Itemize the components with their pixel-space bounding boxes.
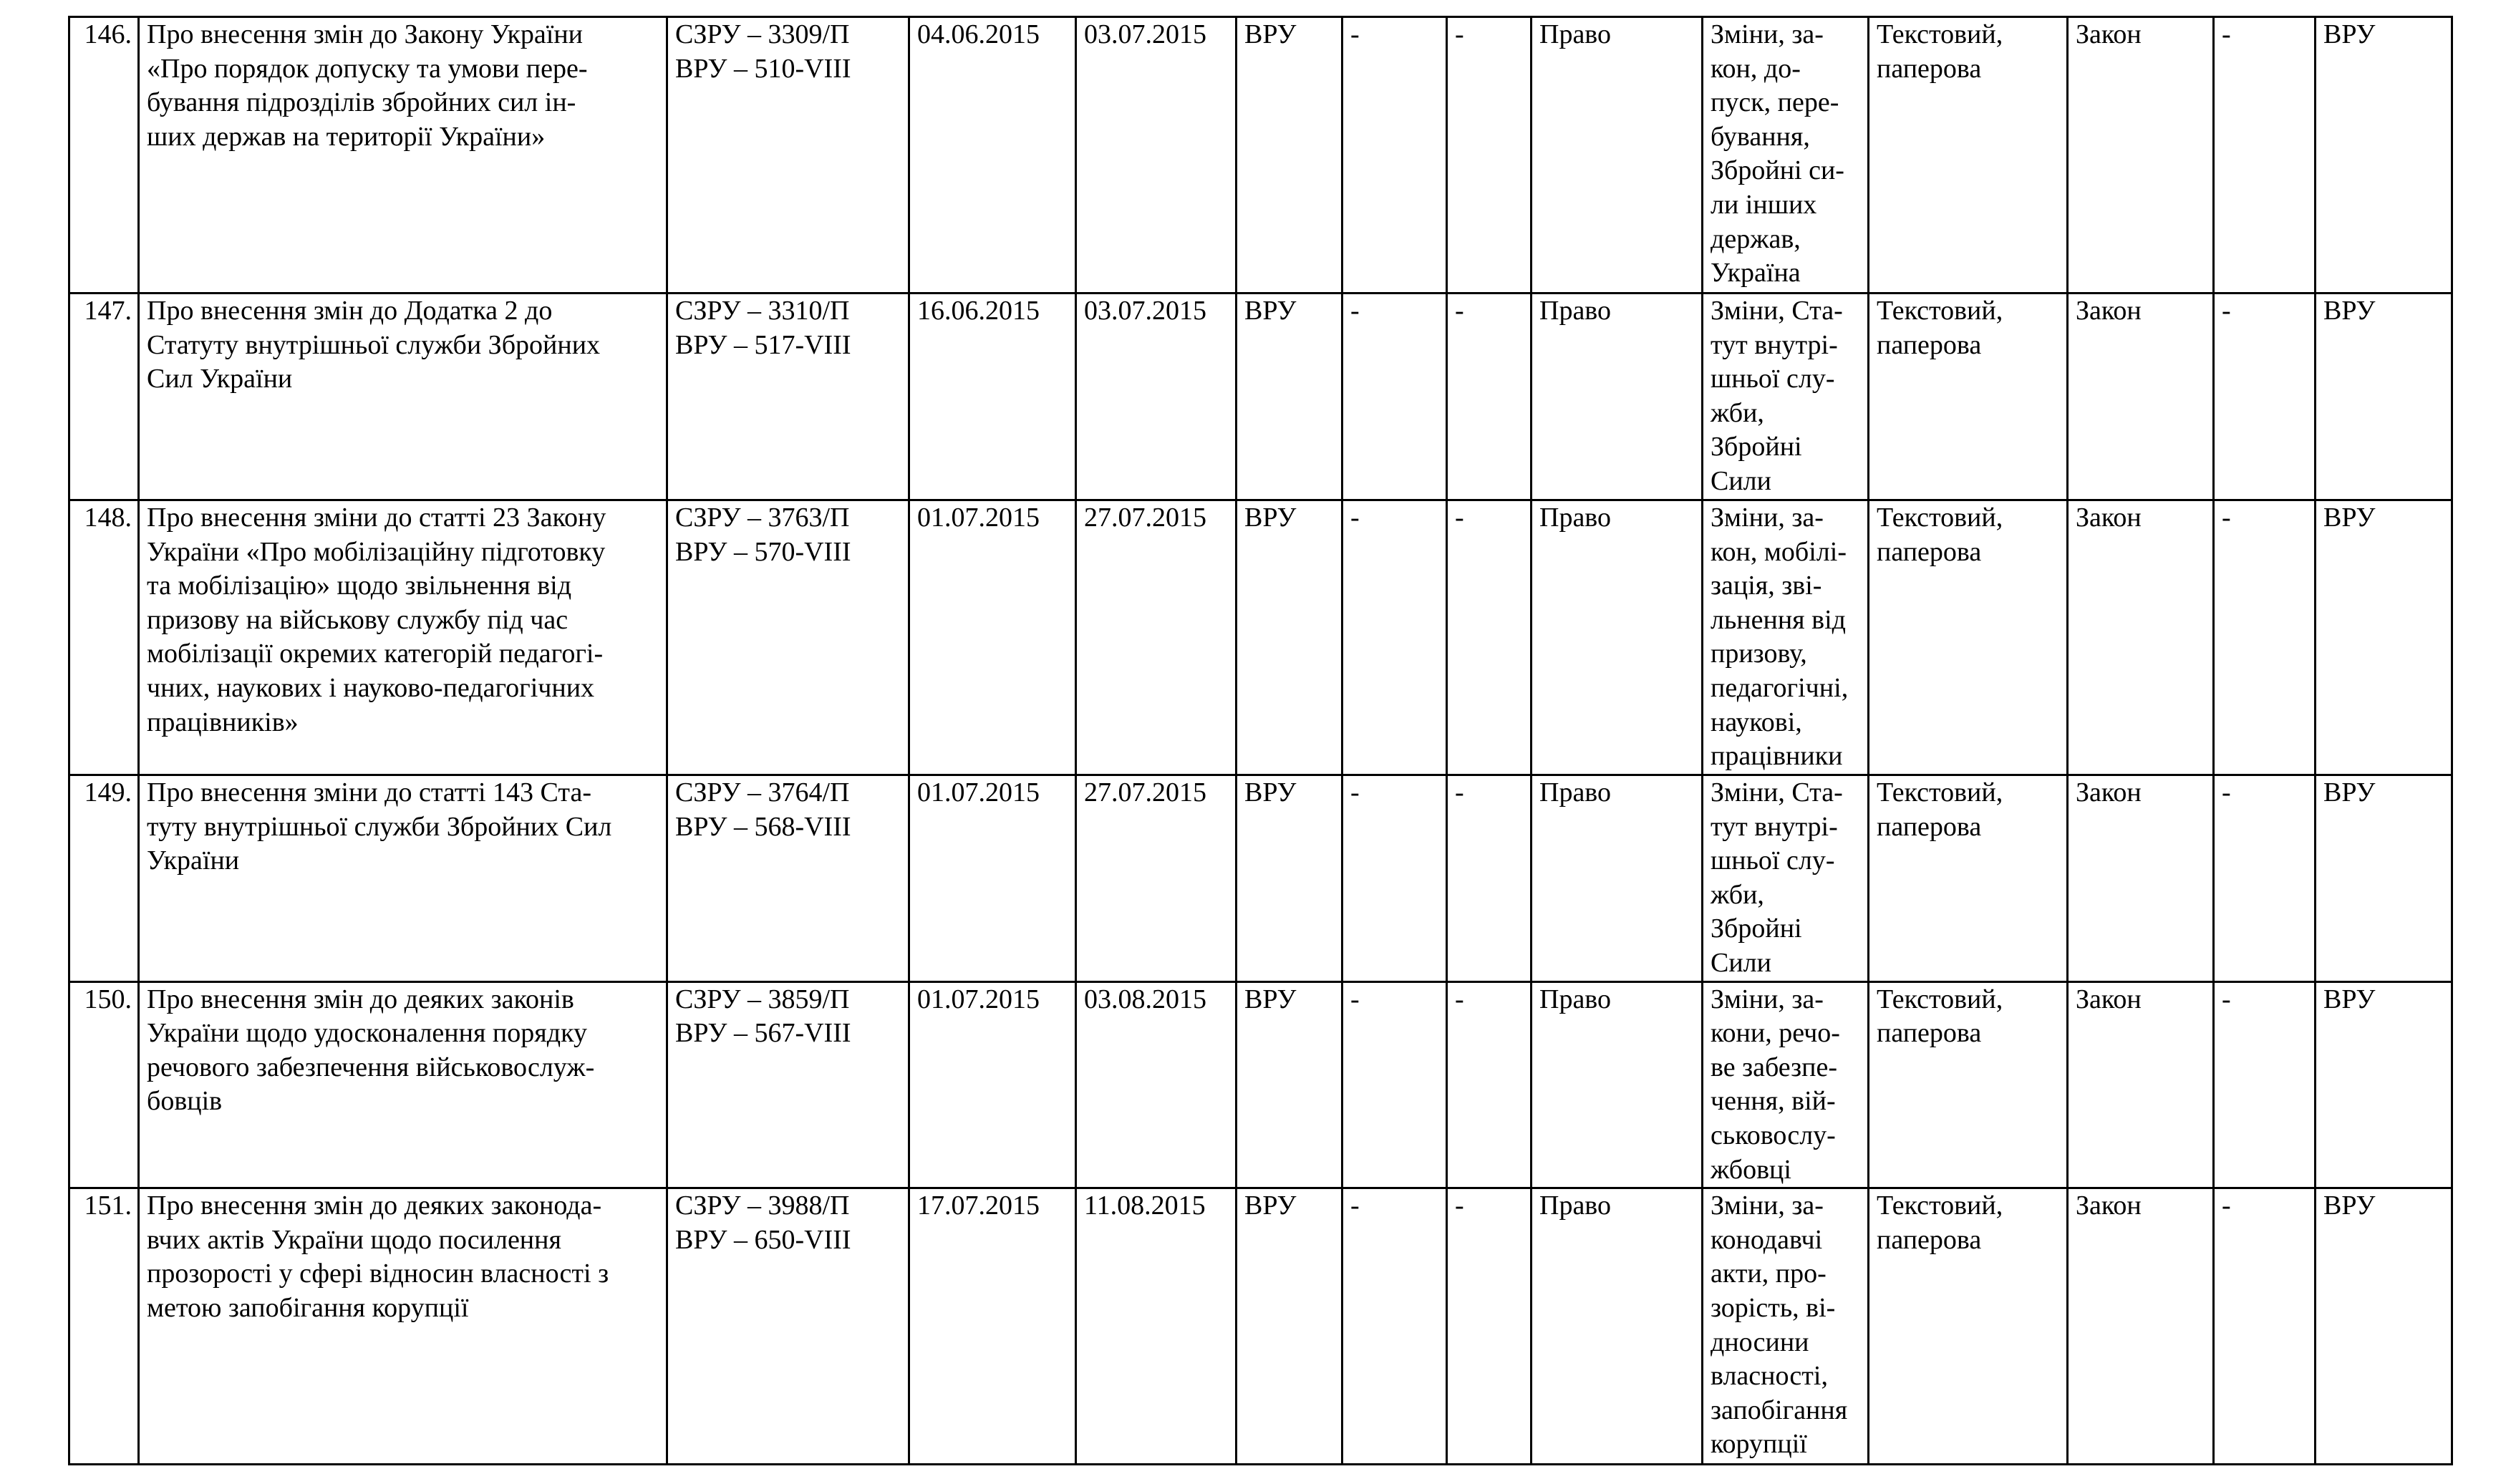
- keywords-line: кон, мобілі-: [1711, 536, 1847, 567]
- keywords-line: Зміни, за-: [1711, 503, 1824, 533]
- date-adopted: 01.07.2015: [909, 981, 1076, 1188]
- keywords-line: кон, до-: [1711, 53, 1801, 84]
- keywords-line: конодавчі: [1711, 1224, 1823, 1255]
- row-number: 146.: [69, 17, 139, 294]
- document-type: Закон: [2068, 500, 2214, 775]
- keywords-line: жби,: [1711, 879, 1764, 910]
- format-line: паперова: [1877, 53, 1982, 84]
- document-type: Закон: [2068, 294, 2214, 500]
- row-number: 149.: [69, 775, 139, 982]
- format-line: Текстовий,: [1877, 296, 2003, 326]
- format: [1869, 1188, 2068, 1465]
- document-type: Закон: [2068, 775, 2214, 982]
- format-line: Текстовий,: [1877, 777, 2003, 808]
- format: [1869, 500, 2068, 775]
- author: ВРУ: [1237, 17, 1342, 294]
- keywords-line: Сили: [1711, 947, 1771, 978]
- registration-number-line: ВРУ – 517-VIII: [675, 329, 851, 360]
- column-8-value: -: [1447, 294, 1532, 500]
- column-7-value: -: [1342, 500, 1447, 775]
- keywords-line: педагогічні,: [1711, 672, 1849, 703]
- keywords-line: Зміни, за-: [1711, 19, 1824, 49]
- author: ВРУ: [1237, 981, 1342, 1188]
- table-row: [69, 1188, 2452, 1465]
- keywords-line: Україна: [1711, 258, 1801, 288]
- table-row: [69, 500, 2452, 775]
- keywords-line: ськовослу-: [1711, 1120, 1836, 1150]
- registration-number: [667, 981, 909, 1188]
- keywords-line: працівники: [1711, 741, 1843, 772]
- keywords-line: льнення від: [1711, 604, 1846, 635]
- keywords-line: корупції: [1711, 1429, 1807, 1460]
- act-title-line: Про внесення змін до Додатка 2 до: [147, 296, 553, 326]
- category: Право: [1532, 500, 1703, 775]
- keywords-line: Збройні: [1711, 432, 1802, 462]
- act-title-line: туту внутрішньої служби Збройних Сил: [147, 811, 612, 842]
- act-title-line: речового забезпечення військовослуж-: [147, 1052, 595, 1082]
- registration-number: [667, 1188, 909, 1465]
- category: Право: [1532, 17, 1703, 294]
- registration-number-line: СЗРУ – 3764/П: [675, 777, 850, 808]
- keywords-line: Збройні си-: [1711, 155, 1844, 186]
- column-7-value: -: [1342, 17, 1447, 294]
- keywords-line: тут внутрі-: [1711, 329, 1838, 360]
- column-14-value: -: [2214, 981, 2316, 1188]
- column-8-value: -: [1447, 500, 1532, 775]
- registration-number: [667, 500, 909, 775]
- registration-number-line: СЗРУ – 3859/П: [675, 984, 850, 1014]
- registration-number-line: ВРУ – 510-VIII: [675, 53, 851, 84]
- keywords-line: шньої слу-: [1711, 845, 1835, 876]
- keywords-line: Сили: [1711, 465, 1771, 496]
- legal-acts-registry-table: [68, 16, 2453, 1465]
- column-7-value: -: [1342, 294, 1447, 500]
- registration-number-line: СЗРУ – 3309/П: [675, 19, 850, 49]
- act-title-line: ших держав на території України»: [147, 121, 546, 152]
- keywords-line: Зміни, за-: [1711, 984, 1824, 1014]
- act-title-line: Про внесення змін до деяких законода-: [147, 1190, 602, 1221]
- act-title-line: Про внесення змін до деяких законів: [147, 984, 574, 1014]
- act-title-line: Про внесення зміни до статті 23 Закону: [147, 503, 606, 533]
- act-title-line: призову на військову службу під час: [147, 604, 569, 635]
- keywords-line: Зміни, за-: [1711, 1190, 1824, 1221]
- act-title-line: чних, наукових і науково-педагогічних: [147, 672, 595, 703]
- table-row: [69, 17, 2452, 294]
- format-line: паперова: [1877, 1224, 1982, 1255]
- keywords-line: тут внутрі-: [1711, 811, 1838, 842]
- format-line: Текстовий,: [1877, 1190, 2003, 1221]
- act-title: [139, 17, 667, 294]
- column-14-value: -: [2214, 775, 2316, 982]
- keywords-line: жбовці: [1711, 1154, 1791, 1185]
- act-title: [139, 500, 667, 775]
- column-7-value: -: [1342, 981, 1447, 1188]
- owner: ВРУ: [2316, 981, 2452, 1188]
- document-type: Закон: [2068, 17, 2214, 294]
- format-line: паперова: [1877, 329, 1982, 360]
- format-line: паперова: [1877, 1018, 1982, 1049]
- act-title-line: України: [147, 845, 240, 876]
- column-7-value: -: [1342, 1188, 1447, 1465]
- registration-number-line: СЗРУ – 3310/П: [675, 296, 850, 326]
- act-title-line: та мобілізацію» щодо звільнення від: [147, 571, 572, 601]
- keywords-line: ве забезпе-: [1711, 1052, 1837, 1082]
- date-adopted: 16.06.2015: [909, 294, 1076, 500]
- act-title-line: Про внесення зміни до статті 143 Ста-: [147, 777, 591, 808]
- author: ВРУ: [1237, 500, 1342, 775]
- keywords-line: запобігання: [1711, 1395, 1848, 1425]
- registration-number-line: СЗРУ – 3988/П: [675, 1190, 850, 1221]
- column-7-value: -: [1342, 775, 1447, 982]
- keywords-line: зорість, ві-: [1711, 1292, 1836, 1323]
- owner: ВРУ: [2316, 1188, 2452, 1465]
- column-14-value: -: [2214, 1188, 2316, 1465]
- act-title-line: Статуту внутрішньої служби Збройних: [147, 329, 601, 360]
- keywords: [1703, 1188, 1869, 1465]
- act-title-line: Сил України: [147, 364, 293, 394]
- format: [1869, 294, 2068, 500]
- format: [1869, 981, 2068, 1188]
- column-14-value: -: [2214, 17, 2316, 294]
- category: Право: [1532, 981, 1703, 1188]
- format-line: Текстовий,: [1877, 503, 2003, 533]
- table-row: [69, 294, 2452, 500]
- act-title-line: Про внесення змін до Закону України: [147, 19, 584, 49]
- keywords-line: пуск, пере-: [1711, 87, 1839, 118]
- date-adopted: 17.07.2015: [909, 1188, 1076, 1465]
- registration-number-line: ВРУ – 568-VIII: [675, 811, 851, 842]
- date-effective: 27.07.2015: [1076, 775, 1237, 982]
- keywords-line: акти, про-: [1711, 1259, 1827, 1289]
- column-14-value: -: [2214, 294, 2316, 500]
- act-title: [139, 981, 667, 1188]
- document-table-wrapper: [68, 16, 2453, 1465]
- author: ВРУ: [1237, 775, 1342, 982]
- act-title-line: бовців: [147, 1086, 223, 1117]
- registration-number-line: ВРУ – 567-VIII: [675, 1018, 851, 1049]
- keywords: [1703, 17, 1869, 294]
- date-effective: 03.08.2015: [1076, 981, 1237, 1188]
- registration-number-line: СЗРУ – 3763/П: [675, 503, 850, 533]
- table-row: [69, 775, 2452, 982]
- date-adopted: 04.06.2015: [909, 17, 1076, 294]
- keywords-line: призову,: [1711, 639, 1807, 669]
- owner: ВРУ: [2316, 775, 2452, 982]
- table-body: [69, 17, 2452, 1465]
- owner: ВРУ: [2316, 294, 2452, 500]
- date-effective: 03.07.2015: [1076, 17, 1237, 294]
- document-type: Закон: [2068, 981, 2214, 1188]
- category: Право: [1532, 775, 1703, 982]
- keywords: [1703, 775, 1869, 982]
- keywords: [1703, 500, 1869, 775]
- keywords-line: власності,: [1711, 1361, 1828, 1392]
- row-number: 147.: [69, 294, 139, 500]
- column-14-value: -: [2214, 500, 2316, 775]
- registration-number: [667, 294, 909, 500]
- row-number: 150.: [69, 981, 139, 1188]
- format-line: паперова: [1877, 536, 1982, 567]
- date-adopted: 01.07.2015: [909, 500, 1076, 775]
- keywords: [1703, 294, 1869, 500]
- author: ВРУ: [1237, 294, 1342, 500]
- author: ВРУ: [1237, 1188, 1342, 1465]
- keywords-line: Зміни, Ста-: [1711, 296, 1843, 326]
- owner: ВРУ: [2316, 500, 2452, 775]
- act-title-line: «Про порядок допуску та умови пере-: [147, 53, 588, 84]
- keywords: [1703, 981, 1869, 1188]
- registration-number: [667, 17, 909, 294]
- owner: ВРУ: [2316, 17, 2452, 294]
- column-8-value: -: [1447, 981, 1532, 1188]
- keywords-line: жби,: [1711, 397, 1764, 428]
- registration-number-line: ВРУ – 650-VIII: [675, 1224, 851, 1255]
- act-title: [139, 1188, 667, 1465]
- keywords-line: шньої слу-: [1711, 364, 1835, 394]
- keywords-line: Збройні: [1711, 913, 1802, 944]
- act-title-line: прозорості у сфері відносин власності з: [147, 1259, 609, 1289]
- keywords-line: держав,: [1711, 223, 1801, 254]
- keywords-line: дносини: [1711, 1327, 1809, 1357]
- act-title-line: України щодо удосконалення порядку: [147, 1018, 587, 1049]
- format: [1869, 775, 2068, 982]
- act-title-line: вчих актів України щодо посилення: [147, 1224, 561, 1255]
- category: Право: [1532, 1188, 1703, 1465]
- keywords-line: чення, вій-: [1711, 1086, 1836, 1117]
- act-title-line: метою запобігання корупції: [147, 1292, 469, 1323]
- format: [1869, 17, 2068, 294]
- row-number: 148.: [69, 500, 139, 775]
- act-title: [139, 294, 667, 500]
- category: Право: [1532, 294, 1703, 500]
- keywords-line: Зміни, Ста-: [1711, 777, 1843, 808]
- act-title-line: працівників»: [147, 707, 299, 737]
- column-8-value: -: [1447, 17, 1532, 294]
- registration-number: [667, 775, 909, 982]
- date-effective: 03.07.2015: [1076, 294, 1237, 500]
- date-effective: 27.07.2015: [1076, 500, 1237, 775]
- row-number: 151.: [69, 1188, 139, 1465]
- keywords-line: кони, речо-: [1711, 1018, 1840, 1049]
- keywords-line: наукові,: [1711, 707, 1802, 737]
- date-effective: 11.08.2015: [1076, 1188, 1237, 1465]
- column-8-value: -: [1447, 1188, 1532, 1465]
- keywords-line: ли інших: [1711, 189, 1817, 220]
- act-title-line: мобілізації окремих категорій педагогі-: [147, 639, 604, 669]
- document-type: Закон: [2068, 1188, 2214, 1465]
- act-title-line: України «Про мобілізаційну підготовку: [147, 536, 606, 567]
- format-line: Текстовий,: [1877, 984, 2003, 1014]
- format-line: паперова: [1877, 811, 1982, 842]
- act-title-line: бування підрозділів збройних сил ін-: [147, 87, 576, 118]
- act-title: [139, 775, 667, 982]
- registration-number-line: ВРУ – 570-VIII: [675, 536, 851, 567]
- keywords-line: бування,: [1711, 121, 1810, 152]
- column-8-value: -: [1447, 775, 1532, 982]
- keywords-line: зація, зві-: [1711, 571, 1822, 601]
- format-line: Текстовий,: [1877, 19, 2003, 49]
- date-adopted: 01.07.2015: [909, 775, 1076, 982]
- table-row: [69, 981, 2452, 1188]
